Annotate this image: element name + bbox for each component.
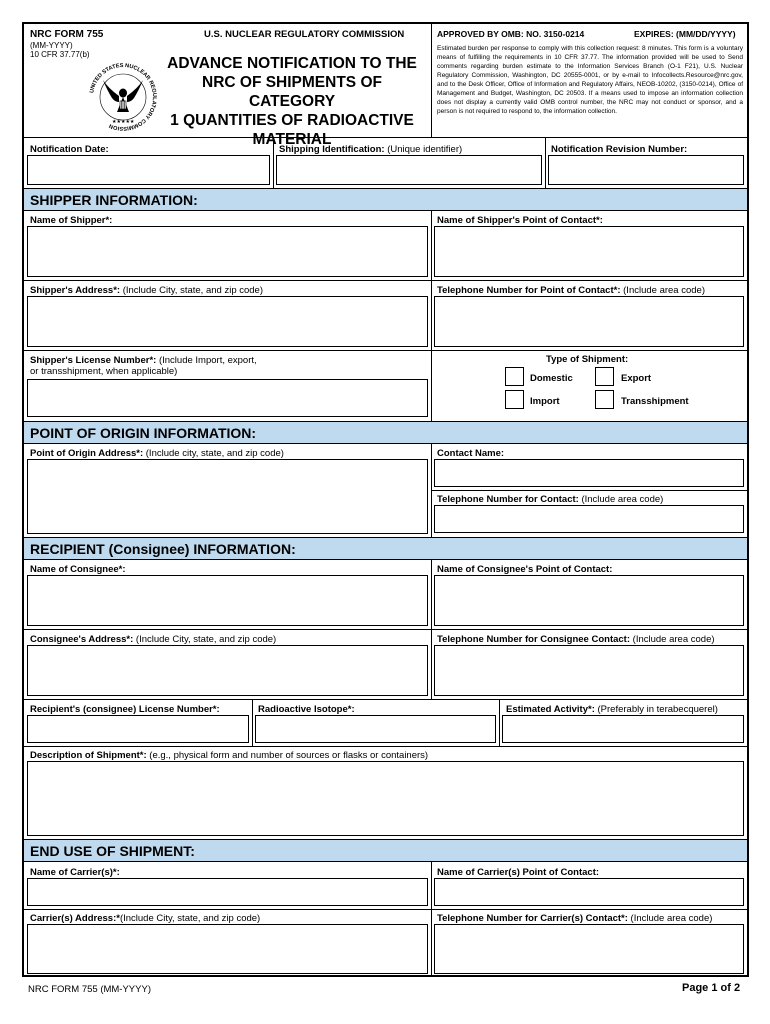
domestic-label: Domestic	[530, 373, 573, 384]
export-label: Export	[621, 373, 652, 384]
revision-number-field[interactable]	[548, 155, 744, 185]
description-field[interactable]	[27, 761, 744, 836]
isotope-label: Radioactive Isotope*:	[258, 704, 355, 715]
end-use-section-header: END USE OF SHIPMENT:	[24, 839, 747, 862]
transshipment-label: Transshipment	[621, 396, 689, 407]
agency-name: U.S. NUCLEAR REGULATORY COMMISSION	[204, 29, 405, 40]
carrier-name-label: Name of Carrier(s)*:	[30, 867, 120, 878]
description-label: Description of Shipment*: (e.g., physical form and number of sources or flasks or containers)	[30, 750, 429, 761]
activity-field[interactable]	[502, 715, 744, 743]
transshipment-checkbox[interactable]	[595, 390, 614, 409]
carrier-name-field[interactable]	[27, 878, 428, 906]
export-checkbox[interactable]	[595, 367, 614, 386]
footer-form-id: NRC FORM 755 (MM-YYYY)	[28, 984, 151, 995]
revision-number-label: Notification Revision Number:	[551, 144, 688, 155]
origin-contact-label: Contact Name:	[437, 448, 505, 459]
form-number: NRC FORM 755	[30, 29, 104, 40]
form-frame	[22, 22, 749, 977]
import-label: Import	[530, 396, 560, 407]
shipper-name-label: Name of Shipper*:	[30, 215, 113, 226]
consignee-license-label: Recipient's (consignee) License Number*:	[30, 704, 220, 715]
shipper-section-header: SHIPPER INFORMATION:	[24, 188, 747, 211]
origin-section-header: POINT OF ORIGIN INFORMATION:	[24, 421, 747, 444]
shipment-type-label: Type of Shipment:	[546, 354, 629, 365]
shipper-name-field[interactable]	[27, 226, 428, 277]
form-title: ADVANCE NOTIFICATION TO THE NRC OF SHIPMENTS OF CATEGORY 1 QUANTITIES OF RADIOACTIVE MATERIAL	[167, 55, 417, 148]
page-number: Page 1 of 2	[682, 982, 741, 994]
nrc-seal-icon	[86, 60, 160, 134]
burden-statement: Estimated burden per response to comply with this collection request: 8 minutes. This form is a voluntary means of fulfilling the requirements in 10 CFR 37.77. The information provided will be used to Send comments regarding burden estimate to the Information Services Branch (O-1 F21), U.S. Nuclear Regulatory Commission, Washington, DC 20555-0001, or by e-mail to Infocollects.Resource@nrc.gov, and to the Desk Officer, Office of Information and Regulatory Affairs, NEOB-10202, (3150-0214), Office of Management and Budget, Washington, DC 20503. If a means used to impose an information collection does not display a currently valid OMB control number, the NRC may not conduct or sponsor, and a person is not required to respond to, the information collection.	[437, 45, 743, 115]
consignee-name-label: Name of Consignee*:	[30, 564, 126, 575]
svg-text:★★★★★: ★★★★★	[112, 119, 135, 125]
shipper-poc-label: Name of Shipper's Point of Contact*:	[437, 215, 603, 226]
consignee-phone-field[interactable]	[434, 645, 744, 696]
notification-date-field[interactable]	[27, 155, 270, 185]
origin-contact-field[interactable]	[434, 459, 744, 487]
activity-label: Estimated Activity*: (Preferably in terabecquerel)	[506, 704, 718, 715]
origin-phone-label: Telephone Number for Contact: (Include area code)	[437, 494, 664, 505]
consignee-poc-field[interactable]	[434, 575, 744, 626]
carrier-phone-label: Telephone Number for Carrier(s) Contact*: (Include area code)	[437, 913, 713, 924]
omb-approval: APPROVED BY OMB: NO. 3150-0214	[437, 29, 585, 39]
seal-lettering: UNITED STATES NUCLEAR REGULATORY COMMISSION	[89, 62, 158, 132]
recipient-section-header: RECIPIENT (Consignee) INFORMATION:	[24, 537, 747, 560]
shipping-id-label: Shipping Identification: (Unique identifier)	[279, 144, 463, 155]
carrier-phone-field[interactable]	[434, 924, 744, 974]
shipper-license-hint: or transshipment, when applicable)	[30, 366, 178, 377]
origin-address-label: Point of Origin Address*: (Include city, state, and zip code)	[30, 448, 284, 459]
carrier-address-label: Carrier(s) Address:*(Include City, state, and zip code)	[30, 913, 261, 924]
import-checkbox[interactable]	[505, 390, 524, 409]
carrier-address-field[interactable]	[27, 924, 428, 974]
shipper-poc-phone-label: Telephone Number for Point of Contact*: (Include area code)	[437, 285, 705, 296]
consignee-name-field[interactable]	[27, 575, 428, 626]
consignee-address-field[interactable]	[27, 645, 428, 696]
carrier-poc-label: Name of Carrier(s) Point of Contact:	[437, 867, 600, 878]
carrier-poc-field[interactable]	[434, 878, 744, 906]
consignee-poc-label: Name of Consignee's Point of Contact:	[437, 564, 613, 575]
shipper-license-field[interactable]	[27, 379, 428, 417]
shipping-id-field[interactable]	[276, 155, 542, 185]
origin-phone-field[interactable]	[434, 505, 744, 533]
cfr-reference: 10 CFR 37.77(b)	[30, 50, 90, 59]
consignee-address-label: Consignee's Address*: (Include City, state, and zip code)	[30, 634, 277, 645]
shipper-poc-field[interactable]	[434, 226, 744, 277]
shipper-address-field[interactable]	[27, 296, 428, 347]
notification-date-label: Notification Date:	[30, 144, 109, 155]
origin-address-field[interactable]	[27, 459, 428, 534]
header-divider	[431, 24, 432, 137]
shipper-poc-phone-field[interactable]	[434, 296, 744, 347]
consignee-license-field[interactable]	[27, 715, 249, 743]
form-date: (MM-YYYY)	[30, 41, 73, 50]
shipper-license-label: Shipper's License Number*: (Include Import, export,	[30, 355, 257, 366]
shipper-address-label: Shipper's Address*: (Include City, state, and zip code)	[30, 285, 264, 296]
isotope-field[interactable]	[255, 715, 496, 743]
expiration-date: EXPIRES: (MM/DD/YYYY)	[634, 29, 736, 39]
domestic-checkbox[interactable]	[505, 367, 524, 386]
consignee-phone-label: Telephone Number for Consignee Contact: (Include area code)	[437, 634, 715, 645]
